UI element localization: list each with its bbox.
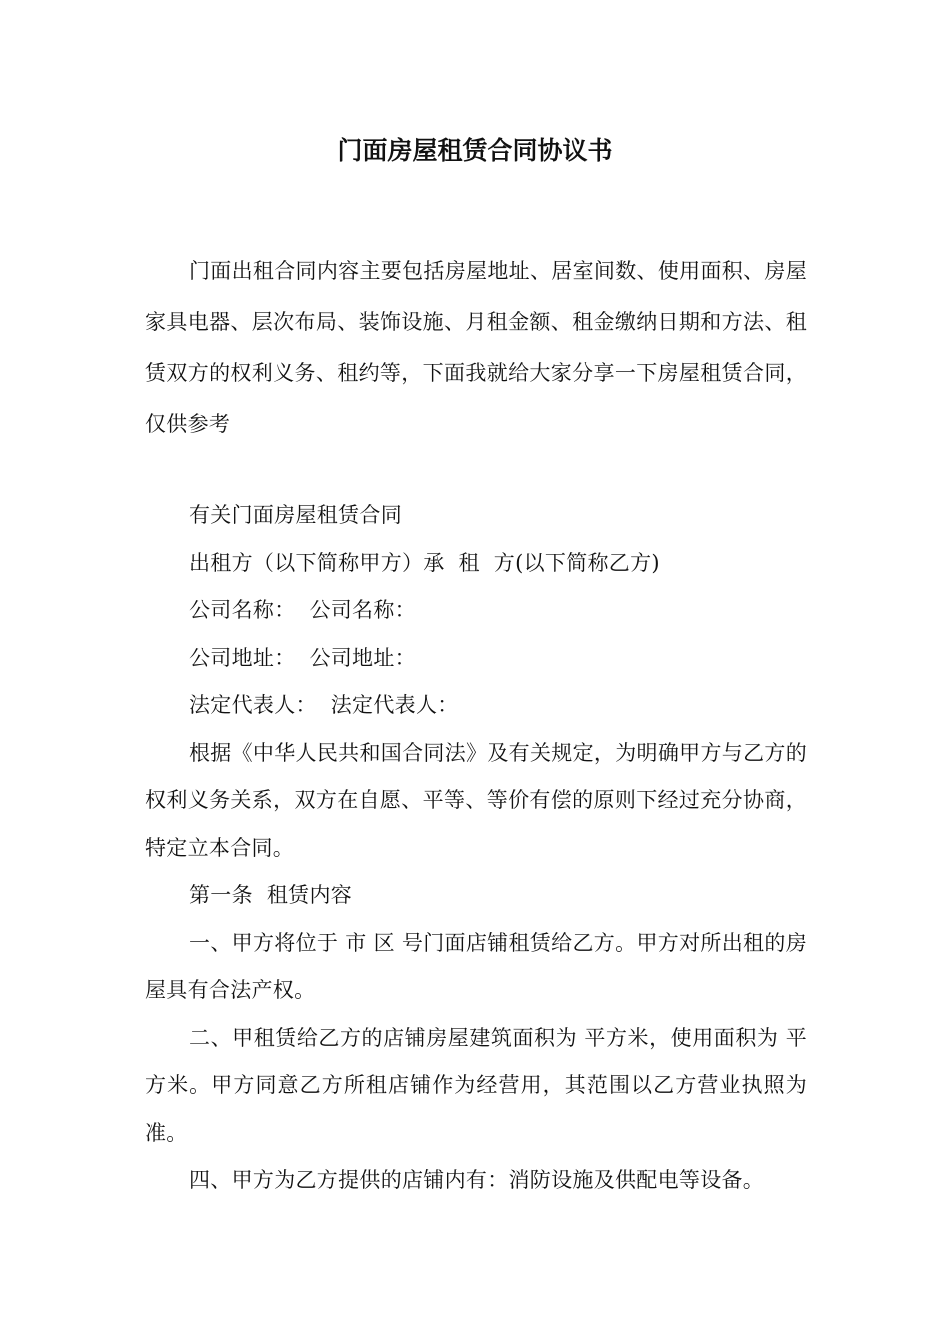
company-address-line: 公司地址： 公司地址： [189, 645, 416, 670]
document-title: 门面房屋租赁合同协议书 [337, 136, 613, 165]
company-name-line: 公司名称： 公司名称： [189, 598, 416, 622]
clause-two: 二、甲租赁给乙方的店铺房屋建筑面积为 平方米，使用面积为 平方米。甲方同意乙方所租店铺作为经营用，其范围以乙方营业执照为准。 [145, 1025, 807, 1145]
article-one-heading: 第一条 租赁内容 [189, 883, 353, 907]
legal-representative-line: 法定代表人： 法定代表人： [189, 693, 459, 717]
parties-line: 出租方（以下简称甲方）承 租 方(以下简称乙方) [189, 550, 660, 575]
intro-section [145, 246, 807, 450]
basis-paragraph: 根据《中华人民共和国合同法》及有关规定，为明确甲方与乙方的权利义务关系，双方在自愿、平等、等价有偿的原则下经过充分协商，特定立本合同。 [145, 740, 807, 860]
contract-heading: 有关门面房屋租赁合同 [189, 503, 402, 527]
intro-paragraph: 门面出租合同内容主要包括房屋地址、居室间数、使用面积、房屋家具电器、层次布局、装饰设施、月租金额、租金缴纳日期和方法、租赁双方的权利义务、租约等，下面我就给大家分享一下房屋租赁合同，仅供参考 [145, 259, 807, 436]
contract-body [145, 492, 807, 1205]
clause-one: 一、甲方将位于 市 区 号门面店铺租赁给乙方。甲方对所出租的房屋具有合法产权。 [145, 930, 807, 1002]
clause-four: 四、甲方为乙方提供的店铺内有：消防设施及供配电等设备。 [189, 1168, 765, 1192]
